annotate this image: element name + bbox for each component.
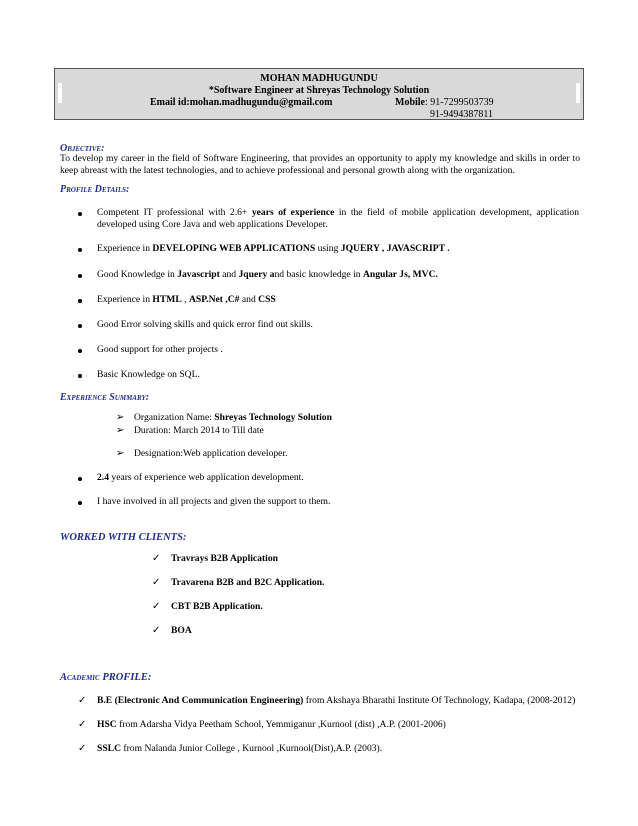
profile-item-2-bold: DEVELOPING WEB APPLICATIONS [152, 243, 316, 254]
academic-item-1-text: from Akshaya Bharathi Institute Of Technology, Kadapa, (2008-2012) [303, 695, 576, 706]
academic-item-3-text: from Nalanda Junior College , Kurnool ,Kurnool(Dist),A.P. (2003). [121, 743, 383, 754]
objective-text: To develop my career in the field of Software Engineering, that provides an opportunity to apply my knowledge and skills in order to keep abreast with the latest technologies, and to achieve professional and personal growth along with the organization. [60, 153, 580, 177]
profile-item-3-mid: and [219, 269, 239, 280]
experience-organization [134, 412, 332, 424]
profile-item-3-bold-2: Jquery a [238, 269, 275, 280]
check-icon: ✓ [152, 553, 161, 564]
profile-item-2 [97, 243, 450, 255]
bullet-icon [78, 324, 82, 328]
client-item-4: BOA [171, 625, 192, 636]
profile-item-4-bold-3: CSS [258, 294, 276, 305]
profile-item-3-bold-3: Angular Js, MVC. [362, 269, 438, 280]
bullet-icon [78, 349, 82, 353]
academic-item-1 [97, 695, 575, 707]
client-item-3: CBT B2B Application. [171, 601, 263, 612]
arrow-bullet-icon: ➢ [116, 412, 125, 423]
arrow-bullet-icon: ➢ [116, 425, 125, 436]
bullet-icon [78, 501, 82, 505]
check-icon: ✓ [152, 625, 161, 636]
bullet-icon [78, 299, 82, 303]
profile-item-1 [97, 207, 579, 232]
candidate-mobile-2: 91-9494387811 [430, 109, 493, 120]
profile-item-6: Good support for other projects . [97, 344, 223, 355]
organization-label: Organization Name: [134, 412, 215, 423]
academic-item-2-text: from Adarsha Vidya Peetham School, Yemmiganur ,Kurnool (dist) ,A.P. (2001-2006) [116, 719, 446, 730]
profile-item-4-text: Experience in [97, 294, 153, 305]
profile-item-3-bold: Javascript [177, 269, 220, 280]
profile-item-7: Basic Knowledge on SQL. [97, 369, 200, 380]
academic-item-2 [97, 719, 446, 731]
bullet-icon [78, 248, 82, 252]
mobile-value: : 91-7299503739 [425, 97, 494, 108]
experience-heading: Experience Summary: [60, 392, 150, 403]
experience-involved: I have involved in all projects and given the support to them. [97, 496, 331, 507]
check-icon: ✓ [152, 601, 161, 612]
profile-item-1-text-end: in the field of mobile application development, application developed using Core Java and web applications Developer. [97, 207, 579, 231]
profile-item-5: Good Error solving skills and quick error find out skills. [97, 319, 313, 330]
check-icon: ✓ [78, 743, 87, 754]
profile-item-4-mid: , [181, 294, 189, 305]
profile-item-4-bold: HTML [152, 294, 182, 305]
client-item-2: Travarena B2B and B2C Application. [171, 577, 325, 588]
check-icon: ✓ [152, 577, 161, 588]
academic-item-2-bold: HSC [97, 719, 117, 730]
profile-item-4-bold-2: ASP.Net ,C# [188, 294, 240, 305]
bullet-icon [78, 212, 82, 216]
bullet-icon [78, 374, 82, 378]
academic-heading-small: Academic [60, 672, 100, 683]
experience-designation: Designation:Web application developer. [134, 448, 288, 459]
academic-item-1-bold: B.E (Electronic And Communication Engineering) [97, 695, 304, 706]
profile-item-2-bold-2: JQUERY , JAVASCRIPT . [340, 243, 450, 254]
client-item-1: Travrays B2B Application [171, 553, 278, 564]
experience-years-text: years of experience web application development. [109, 472, 304, 483]
experience-years-bold: 2.4 [97, 472, 109, 483]
profile-item-4-mid-2: and [239, 294, 259, 305]
check-icon: ✓ [78, 719, 87, 730]
bullet-icon [78, 477, 82, 481]
academic-item-3 [97, 743, 382, 755]
profile-heading: Profile Details: [60, 184, 130, 195]
candidate-name: MOHAN MADHUGUNDU [260, 73, 378, 84]
experience-years [97, 472, 304, 484]
mobile-label: Mobile [395, 97, 425, 108]
profile-item-3-text: Good Knowledge in [97, 269, 178, 280]
candidate-email: Email id:mohan.madhugundu@gmail.com [150, 97, 333, 108]
profile-item-1-bold: years of experience [251, 207, 335, 218]
profile-item-3 [97, 269, 438, 281]
academic-heading [60, 671, 151, 685]
profile-item-1-text: Competent IT professional with 2.6+ [97, 207, 252, 218]
clients-heading: WORKED WITH CLIENTS: [60, 532, 187, 543]
bullet-icon [78, 274, 82, 278]
organization-value: Shreyas Technology Solution [214, 412, 332, 423]
candidate-title: *Software Engineer at Shreyas Technology Solution [208, 85, 430, 96]
profile-item-3-mid-2: nd basic knowledge in [274, 269, 363, 280]
arrow-bullet-icon: ➢ [116, 448, 125, 459]
header-box [54, 68, 584, 120]
experience-duration: Duration: March 2014 to Till date [134, 425, 264, 436]
profile-item-4 [97, 294, 276, 306]
check-icon: ✓ [78, 695, 87, 706]
objective-heading: Objective: [60, 143, 105, 154]
academic-item-3-bold: SSLC [97, 743, 121, 754]
profile-item-2-text: Experience in [97, 243, 153, 254]
profile-item-2-mid: using [315, 243, 341, 254]
academic-heading-big: PROFILE: [99, 672, 152, 683]
